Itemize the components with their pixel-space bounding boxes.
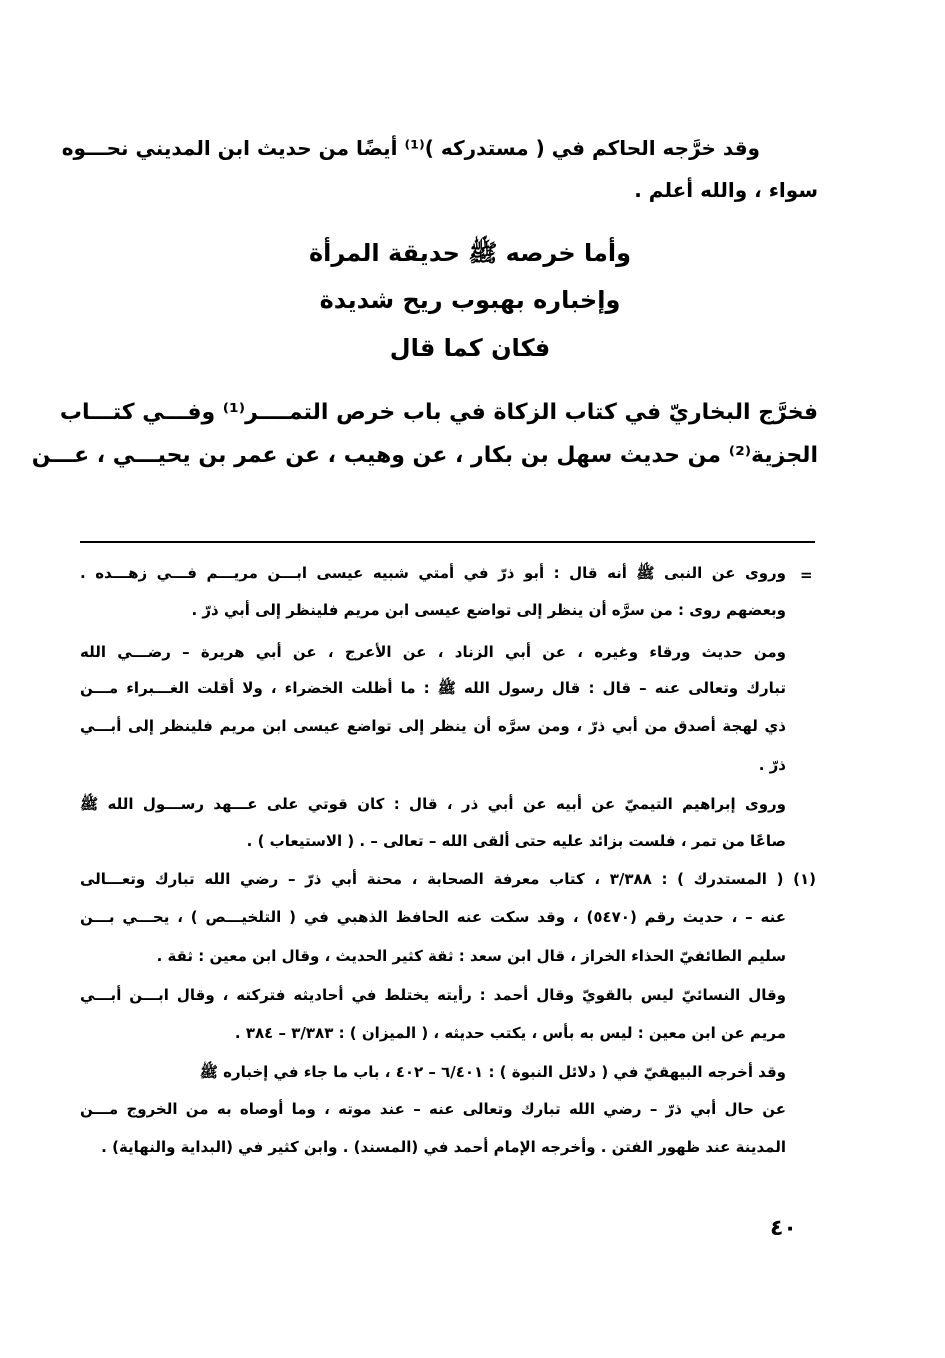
page-number: ٤٠ (770, 1216, 797, 1241)
footnote-1-line-1: (١) ( المستدرك ) : ٣/٣٨٨ ، كتاب معرفة الصحابة ، محنة أبي ذرّ – رضي الله تبارك وتعـــالى (80, 870, 816, 888)
footnote-p3-line-1: وروى إبراهيم التيميّ عن أبيه عن أبي ذر ، قال : كان قوتي على عـــهد رســـول الله ﷺ (80, 795, 786, 813)
footnote-1-line-2: عنه – ، حديث رقم (٥٤٧٠) ، وقد سكت عنه الحافظ الذهبي في ( التلخيـــص ) ، يحـــي بـــن (80, 908, 787, 926)
footnote-1-line-3: سليم الطائفيّ الحذاء الخراز ، قال ابن سعد : ثقة كثير الحديث ، وقال ابن معين : ثقة . (156, 947, 786, 965)
footnote-1-line-6: وقد أخرجه البيهقيّ في ( دلائل النبوة ) : ٦/٤٠١ – ٤٠٢ ، باب ما جاء في إخباره ﷺ (199, 1063, 786, 1081)
footnote-p1-line-2: وبعضهم روى : من سرَّه أن ينظر إلى تواضع عيسى ابن مريم فلينظر إلى أبي ذرّ . (191, 601, 786, 619)
section-heading-line-1: وأما خرصه ﷺ حديقة المرأة (308, 239, 632, 267)
footnote-p2-line-4: ذرّ . (758, 756, 786, 774)
footnote-1-line-7: عن حال أبي ذرّ – رضي الله تبارك وتعالى عنه – عند موته ، وما أوصاه به من الخروج مـــن (80, 1100, 786, 1118)
body-line-1: فخرَّج البخاريّ في كتاب الزكاة في باب خرص التمــــر⁽¹⁾ وفـــي كتـــاب (59, 400, 818, 425)
continuation-marker: = (800, 566, 813, 584)
footnote-p2-line-3: ذي لهجة أصدق من أبي ذرّ ، ومن سرَّه أن ينظر إلى تواضع عيسى ابن مريم فلينظر إلى أبـــي (80, 717, 786, 735)
intro-line-2: سواء ، والله أعلم . (634, 178, 818, 202)
intro-line-1: وقد خرَّجه الحاكم في ( مستدركه )⁽¹⁾ أيضًا من حديث ابن المديني نحـــوه (61, 136, 760, 160)
footnote-p1-line-1: وروى عن النبى ﷺ أنه قال : أبو ذرّ في أمتي شبيه عيسى ابـــن مريـــم فـــي زهـــده . (80, 564, 786, 582)
footnote-p3-line-2: صاعًا من تمر ، فلست بزائد عليه حتى ألقى الله – تعالى – . ( الاستيعاب ) . (246, 832, 786, 850)
footnote-1-line-8: المدينة عند ظهور الفتن . وأخرجه الإمام أحمد في (المسند) . وابن كثير في (البداية والنهاية) . (101, 1138, 786, 1156)
footnote-p2-line-1: ومن حديث ورقاء وغيره ، عن أبي الزناد ، عن الأعرج ، عن أبي هريرة – رضـــي الله (80, 643, 786, 661)
footnote-divider (80, 541, 815, 543)
section-heading-line-2: وإخباره بهبوب ريح شديدة (319, 286, 621, 314)
body-line-2: الجزية⁽²⁾ من حديث سهل بن بكار ، عن وهيب ، عن عمر بن يحيـــي ، عـــن (31, 443, 818, 468)
section-heading-line-3: فكان كما قال (389, 334, 551, 362)
footnote-1-line-4: وقال النسائيّ ليس بالقويّ وقال أحمد : رأيته يختلط في أحاديثه فتركته ، وقال ابـــن أبـــي (80, 986, 786, 1004)
footnote-1-line-5: مريم عن ابن معين : ليس به بأس ، يكتب حديثه ، ( الميزان ) : ٣/٣٨٣ – ٣٨٤ . (234, 1024, 786, 1042)
footnote-p2-line-2: تبارك وتعالى عنه – قال : قال رسول الله ﷺ : ما أظلت الخضراء ، ولا أقلت الغـــبراء مـــن (80, 679, 786, 697)
